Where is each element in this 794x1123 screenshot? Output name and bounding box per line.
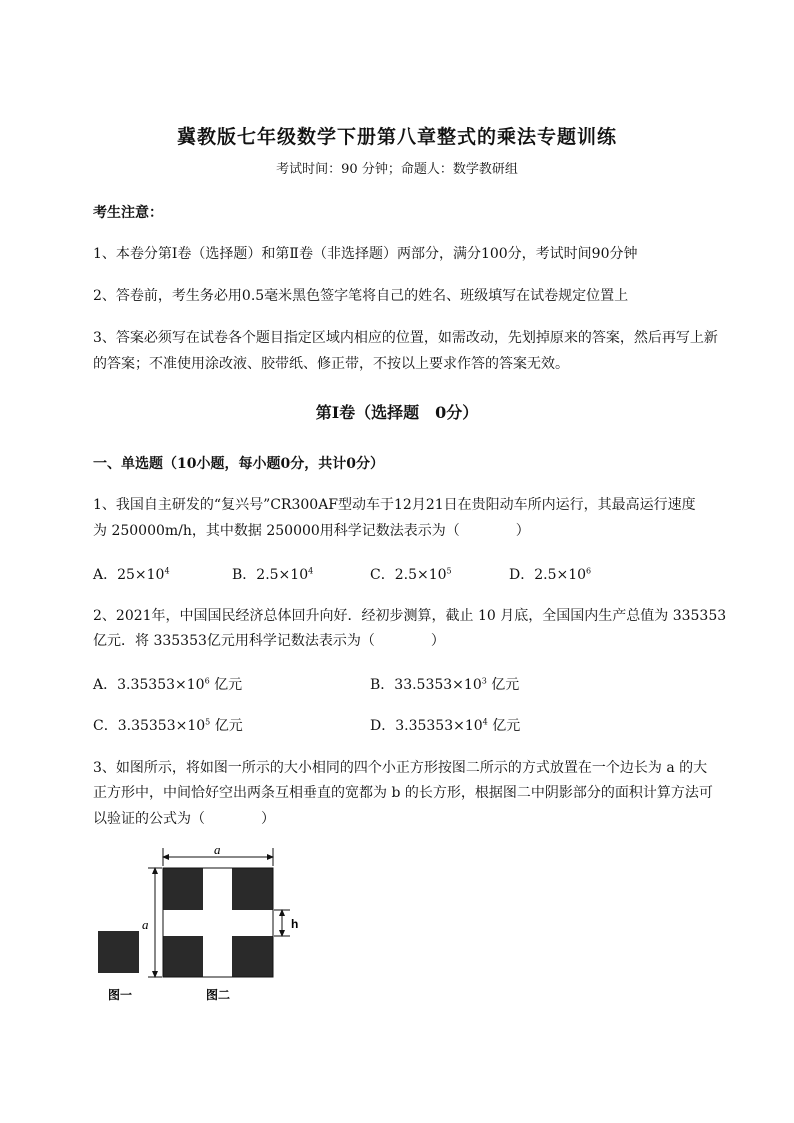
question-2-line: 2、2021年，中国国民经济总体回升向好．经初步测算，截止 10 月底，全国国内生产总值为 335353 [93, 608, 727, 624]
figure-2-square-tl [163, 868, 203, 910]
question-2-line: 亿元．将 335353亿元用科学记数法表示为（ ） [93, 633, 445, 649]
label-a-top: a [214, 842, 221, 857]
question-2-option-d: D．$3.35353\times 10^4$ 亿元 [370, 717, 521, 734]
notice-item: 3、答案必须写在试卷各个题目指定区域内相应的位置，如需改动，先划掉原来的答案，然后再写上新 [93, 330, 718, 346]
part-heading: 一、单选题（10小题，每小题0分，共计0分） [93, 456, 384, 472]
question-1-option-d: D．$2.5\times 10^6$ [509, 566, 592, 583]
notice-item: 1、本卷分第Ⅰ卷（选择题）和第Ⅱ卷（非选择题）两部分，满分100分，考试时间90分钟 [93, 246, 638, 262]
question-3-line: 正方形中，中间恰好空出两条互相垂直的宽都为 b 的长方形，根据图二中阴影部分的面积计算方法可 [93, 785, 713, 801]
figure-1-square [98, 931, 139, 973]
question-3-line: 3、如图所示，将如图一所示的大小相同的四个小正方形按图二所示的方式放置在一个边长为 a 的大 [93, 760, 708, 776]
question-2-option-a: A．$3.35353\times 10^6$ 亿元 [93, 676, 243, 693]
question-2-option-b: B．$33.5353\times 10^3$ 亿元 [370, 676, 520, 693]
question-3-figure [90, 840, 320, 1015]
question-1-option-b: B．$2.5\times 10^4$ [232, 566, 314, 583]
section-title: 第Ⅰ卷（选择题 0分） [315, 403, 479, 422]
page-subtitle: 考试时间：90 分钟；命题人：数学教研组 [276, 162, 518, 177]
question-2-option-c: C．$3.35353\times 10^5$ 亿元 [93, 717, 243, 734]
figure-2-square-tr [232, 868, 273, 910]
caption-figure-1: 图一 [108, 988, 133, 1002]
question-1-line: 为 250000m/h，其中数据 250000用科学记数法表示为（ ） [93, 523, 530, 539]
figure-2-square-bl [163, 936, 203, 977]
figure-2-square-br [232, 936, 273, 977]
question-1-option-c: C．$2.5\times 10^5$ [370, 566, 452, 583]
notice-item: 2、答卷前，考生务必用0.5毫米黑色签字笔将自己的姓名、班级填写在试卷规定位置上 [93, 288, 629, 304]
question-1-line: 1、我国自主研发的“复兴号”CR300AF型动车于12月21日在贵阳动车所内运行，其最高运行速度 [93, 497, 696, 513]
notice-heading: 考生注意： [93, 205, 163, 221]
page-title: 冀教版七年级数学下册第八章整式的乘法专题训练 [176, 126, 617, 148]
label-a-left: a [142, 917, 149, 932]
label-h: h [291, 917, 299, 931]
question-1-option-a: A．$25\times 10^4$ [93, 566, 170, 583]
notice-item: 的答案；不准使用涂改液、胶带纸、修正带，不按以上要求作答的答案无效。 [93, 356, 569, 372]
caption-figure-2: 图二 [206, 988, 231, 1002]
question-3-line: 以验证的公式为（ ） [93, 811, 275, 827]
